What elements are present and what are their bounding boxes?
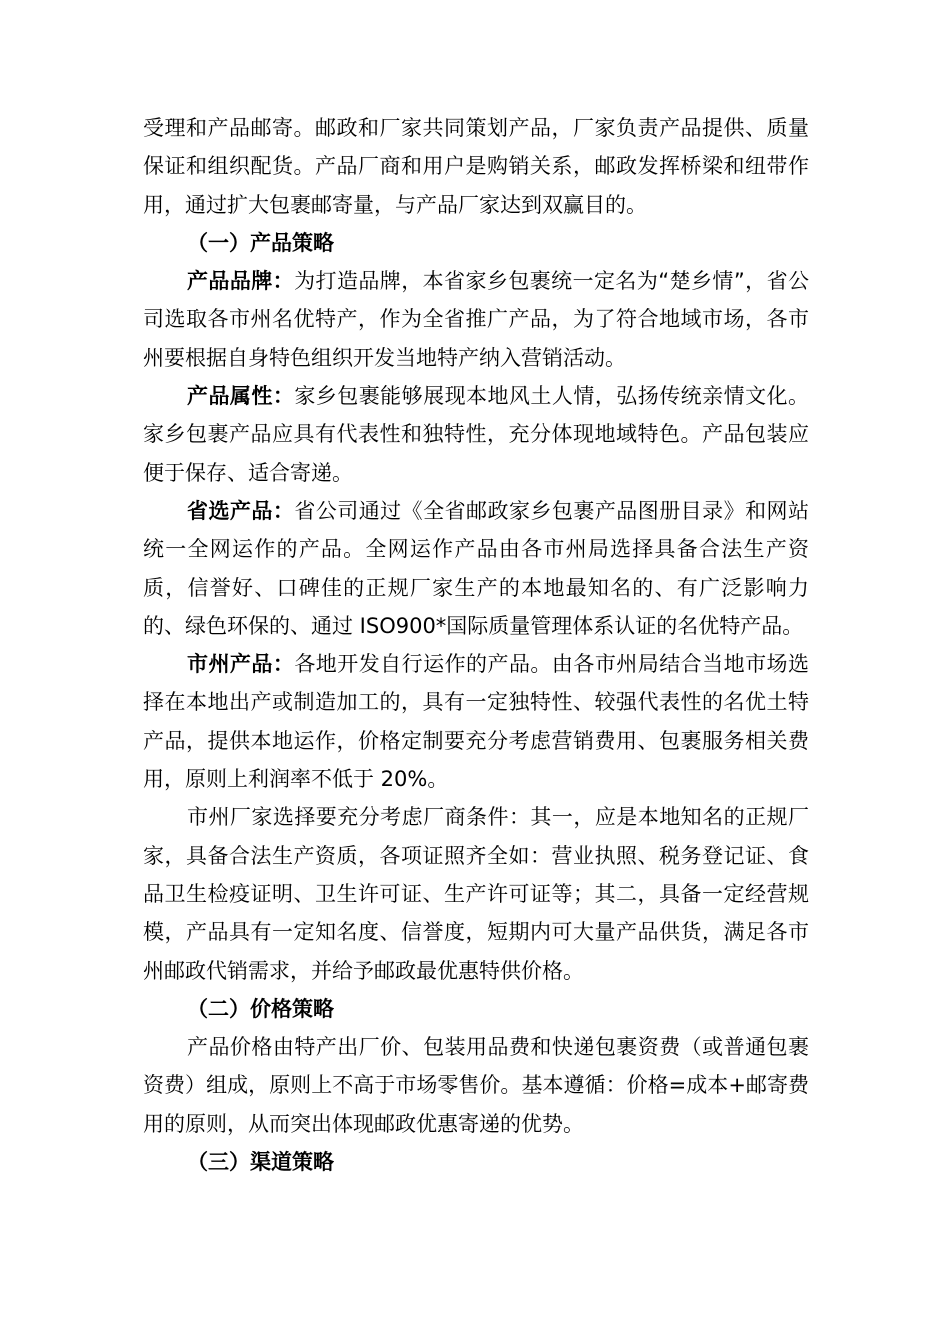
document-body	[143, 109, 809, 1181]
term-label: 产品品牌：	[187, 269, 295, 294]
term-label: 市州产品：	[187, 652, 295, 677]
paragraph-city-products	[143, 645, 809, 798]
paragraph-text: 省公司通过《全省邮政家乡包裹产品图册目录》和网站统一全网运作的产品。全网运作产品由各市州局选择具备合法生产资质，信誉好、口碑佳的正规厂家生产的本地最知名的、有广泛影响力的、绿色环保的、通过 ISO900*国际质量管理体系认证的名优特产品。	[143, 498, 810, 638]
paragraph-pricing: 产品价格由特产出厂价、包装用品费和快递包裹资费（或普通包裹资费）组成，原则上不高于市场零售价。基本遵循：价格=成本+邮寄费用的原则，从而突出体现邮政优惠寄递的优势。	[143, 1035, 809, 1136]
section-heading-product-strategy: （一）产品策略	[187, 230, 334, 255]
paragraph-text: 为打造品牌，本省家乡包裹统一定名为“楚乡情”，省公司选取各市州名优特产，作为全省推广产品，为了符合地域市场，各市州要根据自身特色组织开发当地特产纳入营销活动。	[143, 269, 809, 370]
term-label: 省选产品：	[187, 498, 295, 523]
term-label: 产品属性：	[187, 384, 295, 409]
paragraph-product-brand	[143, 262, 809, 377]
paragraph-text: 家乡包裹能够展现本地风土人情，弘扬传统亲情文化。家乡包裹产品应具有代表性和独特性，充分体现地域特色。产品包装应便于保存、适合寄递。	[143, 384, 810, 485]
section-heading-price-strategy: （二）价格策略	[187, 996, 334, 1021]
paragraph-text: 各地开发自行运作的产品。由各市州局结合当地市场选择在本地出产或制造加工的，具有一定独特性、较强代表性的名优土特产品，提供本地运作，价格定制要充分考虑营销费用、包裹服务相关费用，原则上利润率不低于 20%。	[143, 652, 810, 792]
paragraph-continuation: 受理和产品邮寄。邮政和厂家共同策划产品，厂家负责产品提供、质量保证和组织配货。产品厂商和用户是购销关系，邮政发挥桥梁和纽带作用，通过扩大包裹邮寄量，与产品厂家达到双赢目的。	[143, 116, 809, 217]
paragraph-province-products	[143, 492, 809, 645]
section-heading-channel-strategy: （三）渠道策略	[187, 1150, 334, 1175]
paragraph-product-attributes	[143, 377, 809, 492]
paragraph-manufacturer-selection: 市州厂家选择要充分考虑厂商条件：其一，应是本地知名的正规厂家，具备合法生产资质，各项证照齐全如：营业执照、税务登记证、食品卫生检疫证明、卫生许可证、生产许可证等；其二，具备一定经营规模，产品具有一定知名度、信誉度，短期内可大量产品供货，满足各市州邮政代销需求，并给予邮政最优惠特供价格。	[143, 805, 809, 983]
